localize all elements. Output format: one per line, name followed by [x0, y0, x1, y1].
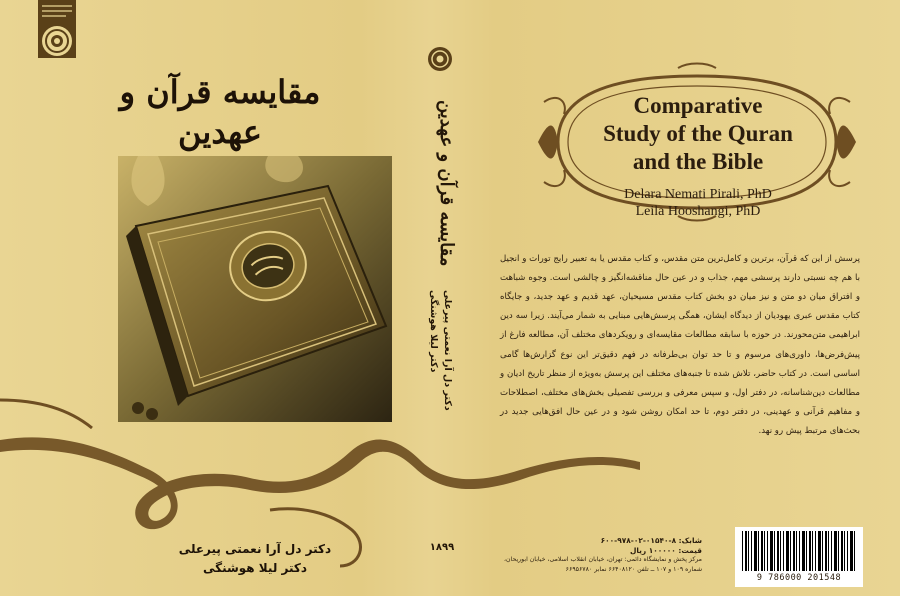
- publisher-logo: [38, 0, 76, 58]
- spine-number: ۱۸۹۹: [429, 542, 455, 553]
- english-title-line-2: Study of the Quran: [603, 121, 793, 146]
- front-cover: [0, 0, 405, 596]
- logo-ribbon-icon: [38, 0, 76, 22]
- spine-author-1: دکتر دل آرا نعمتی پیرعلی: [442, 290, 453, 411]
- english-title-line-1: Comparative: [633, 93, 763, 118]
- front-author-2: دکتر لیلا هوشنگی: [202, 561, 308, 575]
- publication-info: [492, 536, 702, 574]
- front-authors: [150, 540, 360, 578]
- publisher-seal-icon: [40, 24, 74, 58]
- barcode-number: 9 786000 201548: [756, 573, 842, 583]
- persian-title: مقایسه قرآن و عهدین: [119, 73, 321, 151]
- back-blurb: پرسش از این که قرآن، برترین و کامل‌ترین متن مقدس، و کتاب مقدس یا به تعبیر رایج تورات و انجیل با هم چه نسبتی دارند پرسشی مهم، جذاب و در عین حال مناقشه‌انگیز و چالشی است. وجوه شباهت و افتراق میان دو متن و نیز میان دو بخش کتاب مقدس مسیحیان، عهد قدیم و عهد جدید، و جایگاه کتاب مقدس عبری یهودیان از دیدگاه ایشان، همگی پرسش‌هایی مبنایی به شمار می‌آیند. زیرا سه دین ابراهیمی متن‌محورند. در حوزه با سابقه مطالعات مقایسه‌ای و رویکردهای مختلف آن، مطالعه فارغ از پیش‌فرض‌ها، داوری‌های مرسوم و تا حد توان بی‌طرفانه در فهم دقیق‌تر این نوع گزارش‌ها گامی اساسی است. در کتاب حاضر، تلاش شده تا جنبه‌های مختلف این پرسش به‌ویژه از منظر تاریخ ادیان و مطالعات دین‌شناسانه، در دفتر اول، و سپس معرفی و بررسی تفصیلی بخش‌های مختلف، اصطلاحات و مفاهیم قرآنی و عهدینی، در دفتر دوم، تا حد امکان روشن شود و در عین حال افق‌هایی جدید در بحث‌های مرتبط پیش رو نهد.: [500, 253, 860, 437]
- isbn-line: شابک: ۸-۰۱۵۴۰-۰۲-۹۷۸-۶۰۰: [600, 536, 702, 545]
- english-author-2: Leila Hooshangi, PhD: [635, 204, 761, 219]
- barcode: [735, 527, 863, 587]
- price-line: قیمت: ۱۰۰۰۰۰ ریال: [629, 545, 702, 555]
- spine-logo-icon: [427, 46, 453, 72]
- front-author-1: دکتر دل آرا نعمتی پیرعلی: [178, 542, 332, 556]
- barcode-bars: [742, 531, 856, 571]
- quran-book-photo: [118, 156, 392, 422]
- spine-author-2: دکتر لیلا هوشنگی: [428, 290, 439, 373]
- back-cover: [480, 0, 900, 596]
- english-title: [540, 92, 856, 176]
- english-author-1: Delara Nemati Pirali, PhD: [624, 187, 772, 202]
- english-title-line-3: and the Bible: [632, 149, 764, 174]
- address-line-2: شماره ۱۰۹ و ۱۰۷ ــ تلفن ۶۶۴۰۸۱۲۰ نمابر ۶۶۹۵۶۷۸۰: [565, 565, 702, 573]
- spine: [405, 0, 480, 596]
- english-authors: [540, 186, 856, 220]
- address-line-1: مرکز پخش و نمایشگاه دائمی: تهران، خیابان انقلاب اسلامی، خیابان ابوریحان،: [504, 556, 702, 563]
- spine-title: مقایسه قرآن و عهدین: [436, 100, 457, 267]
